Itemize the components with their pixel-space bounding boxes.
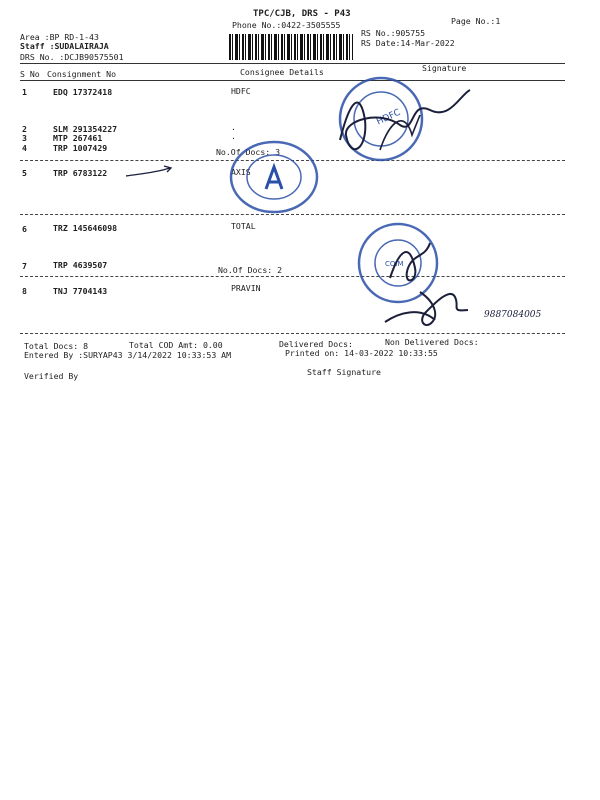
- signature-1-icon: [320, 80, 480, 170]
- row-consignment: TNJ 7704143: [53, 286, 108, 296]
- delivered-docs: Delivered Docs:: [279, 339, 353, 349]
- svg-text:COIM: COIM: [385, 260, 404, 268]
- row-sno: 2: [22, 124, 27, 134]
- row-sno: 7: [22, 261, 27, 271]
- signature-2-icon: [124, 162, 174, 182]
- total-cod-amount: Total COD Amt: 0.00: [129, 340, 223, 350]
- row-sno: 5: [22, 168, 27, 178]
- row-sno: 4: [22, 143, 27, 153]
- printed-on: Printed on: 14-03-2022 10:33:55: [285, 348, 438, 358]
- page-number: Page No.:1: [451, 16, 501, 26]
- row-consignment: EDQ 17372418: [53, 87, 113, 97]
- phone-number: Phone No.:0422-3505555: [232, 20, 341, 30]
- row-consignment: TRP 1007429: [53, 143, 108, 153]
- row-consignment: TRZ 145646098: [53, 223, 118, 233]
- entered-by: Entered By :SURYAP43 3/14/2022 10:33:53 AM: [24, 350, 232, 360]
- row-consignee: No.Of Docs: 3: [216, 147, 281, 157]
- row-consignee: HDFC: [231, 86, 251, 96]
- signature-4-icon: [380, 282, 490, 332]
- row-divider: [20, 333, 565, 334]
- col-consignee: Consignee Details: [240, 67, 324, 77]
- row-consignment: SLM 291354227: [53, 124, 118, 134]
- row-consignee: AXIS: [231, 167, 251, 177]
- column-rule: [20, 80, 565, 81]
- col-signature: Signature: [422, 63, 467, 73]
- svg-text:HDFC: HDFC: [375, 107, 403, 128]
- total-docs: Total Docs: 8: [24, 341, 89, 351]
- header-rule: [20, 63, 565, 64]
- document-title: TPC/CJB, DRS - P43: [253, 9, 351, 19]
- handwritten-phone: 9887084005: [484, 310, 542, 320]
- row-consignee: No.Of Docs: 2: [218, 265, 283, 275]
- row-consignee: .: [231, 131, 236, 141]
- col-sno: S No: [20, 69, 40, 79]
- rs-date: RS Date:14-Mar-2022: [361, 38, 455, 48]
- row-consignment: TRP 6783122: [53, 168, 108, 178]
- area-field: Area :BP RD-1-43: [20, 32, 99, 42]
- row-sno: 1: [22, 87, 27, 97]
- verified-by: Verified By: [24, 371, 79, 381]
- axis-stamp-icon: [228, 139, 320, 215]
- row-consignee: .: [231, 122, 236, 132]
- non-delivered-docs: Non Delivered Docs:: [385, 337, 479, 347]
- row-consignee: PRAVIN: [231, 283, 261, 293]
- row-sno: 3: [22, 133, 27, 143]
- row-consignment: TRP 4639507: [53, 260, 108, 270]
- row-sno: 6: [22, 224, 27, 234]
- row-sno: 8: [22, 286, 27, 296]
- barcode: [229, 34, 353, 60]
- col-consignment: Consignment No: [47, 69, 117, 79]
- staff-field: Staff :SUDALAIRAJA: [20, 41, 109, 51]
- drs-number: DRS No. :DCJB90575501: [20, 52, 124, 62]
- row-consignment: MTP 267461: [53, 133, 103, 143]
- rs-number: RS No.:905755: [361, 28, 426, 38]
- row-divider: [20, 276, 565, 277]
- row-consignee: TOTAL: [231, 221, 256, 231]
- staff-signature: Staff Signature: [307, 367, 381, 377]
